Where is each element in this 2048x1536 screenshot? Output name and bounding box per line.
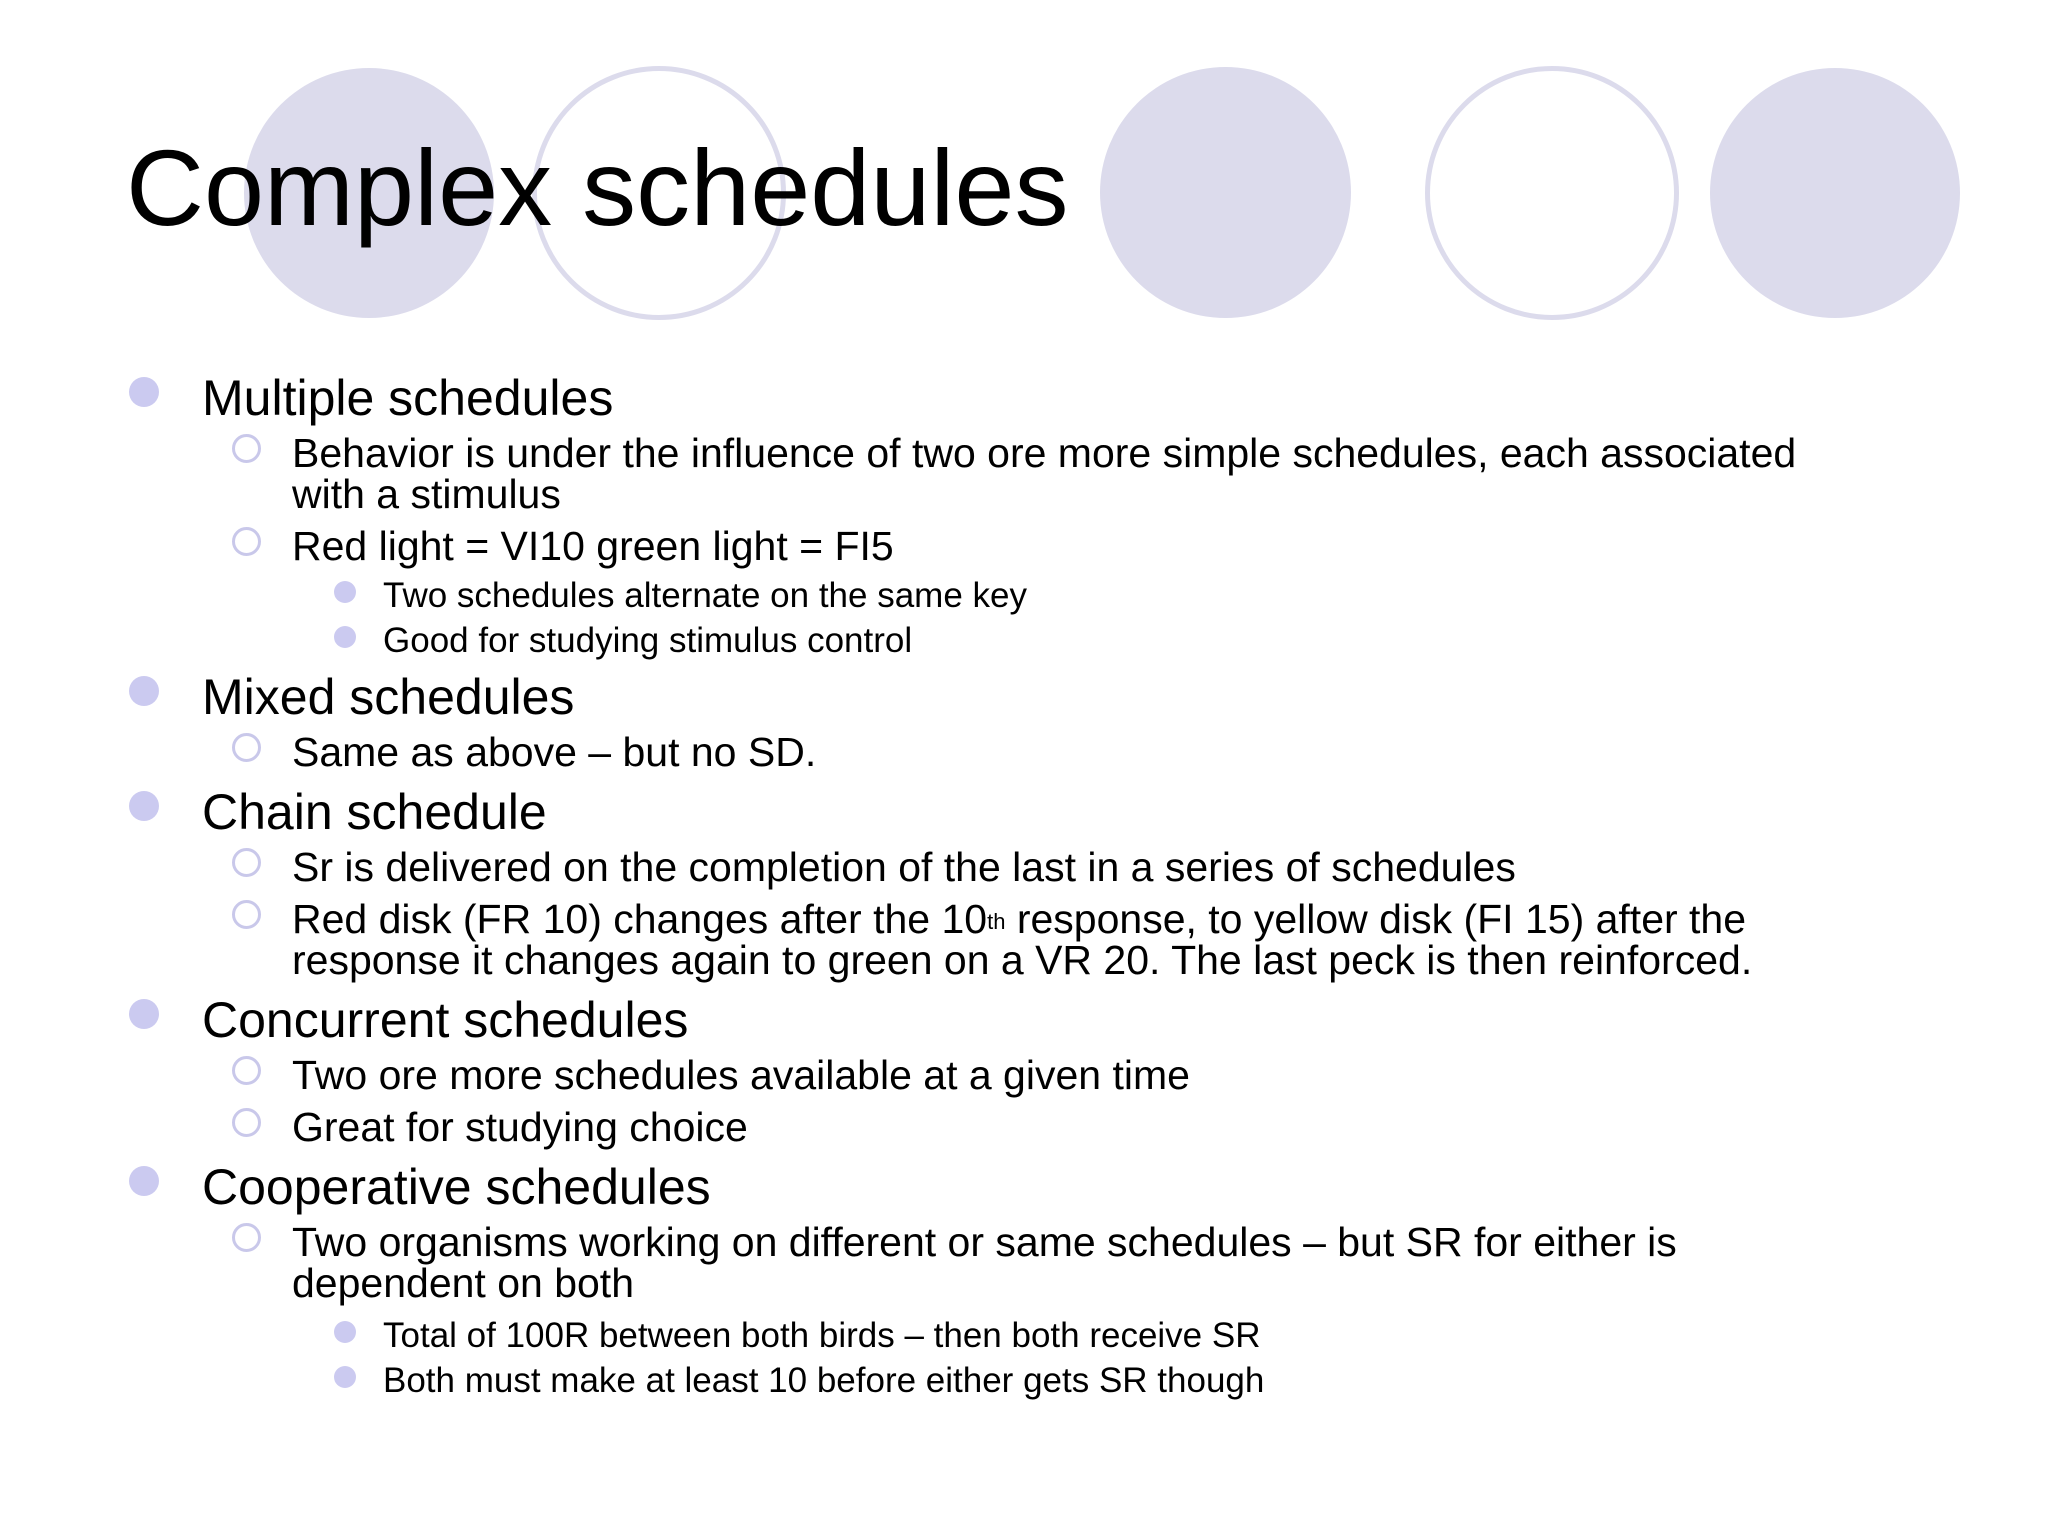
sub-sub-bullet-item: Two schedules alternate on the same key [383, 576, 1027, 615]
sub-bullet-item: Sr is delivered on the completion of the last in a series of schedules [292, 844, 1516, 890]
bullet-item: Cooperative schedules [202, 1159, 711, 1215]
bullet-ring-icon [232, 527, 261, 556]
bullet-dot-icon [334, 1366, 356, 1388]
text-segment: Red disk (FR 10) changes after the 10 [292, 896, 988, 942]
sub-sub-bullet-item: Both must make at least 10 before either gets SR though [383, 1361, 1265, 1400]
bullet-dot-icon [334, 626, 356, 648]
bullet-ring-icon [232, 848, 261, 877]
bullet-item: Concurrent schedules [202, 992, 689, 1048]
bullet-item: Multiple schedules [202, 370, 614, 426]
sub-bullet-item-continuation: response it changes again to green on a VR 20. The last peck is then reinforced. [292, 937, 1753, 983]
sub-sub-bullet-item: Total of 100R between both birds – then both receive SR [383, 1316, 1261, 1355]
bullet-dot-icon [334, 1321, 356, 1343]
bullet-dot-icon [129, 999, 159, 1029]
bullet-ring-icon [232, 1223, 261, 1252]
bullet-ring-icon [232, 900, 261, 929]
bullet-dot-icon [129, 1166, 159, 1196]
sub-bullet-item: Red light = VI10 green light = FI5 [292, 523, 894, 569]
bullet-dot-icon [129, 676, 159, 706]
sub-bullet-item [292, 896, 1747, 942]
bullet-dot-icon [129, 377, 159, 407]
sub-bullet-item: Two ore more schedules available at a given time [292, 1052, 1190, 1098]
bullet-item: Mixed schedules [202, 669, 575, 725]
sub-bullet-item: Two organisms working on different or same schedules – but SR for either is [292, 1219, 1677, 1265]
bullet-ring-icon [232, 1056, 261, 1085]
bullet-dot-icon [334, 581, 356, 603]
bullet-ring-icon [232, 434, 261, 463]
bullet-ring-icon [232, 733, 261, 762]
superscript: th [987, 909, 1006, 934]
sub-sub-bullet-item: Good for studying stimulus control [383, 621, 913, 660]
sub-bullet-item: Same as above – but no SD. [292, 729, 817, 775]
bullet-ring-icon [232, 1108, 261, 1137]
bullet-item: Chain schedule [202, 784, 547, 840]
bullet-dot-icon [129, 791, 159, 821]
sub-bullet-item-continuation: dependent on both [292, 1260, 634, 1306]
slide-title: Complex schedules [126, 127, 1069, 248]
sub-bullet-item: Behavior is under the influence of two ore more simple schedules, each associated [292, 430, 1797, 476]
sub-bullet-item-continuation: with a stimulus [292, 471, 561, 517]
text-segment: response, to yellow disk (FI 15) after the [1005, 896, 1747, 942]
sub-bullet-item: Great for studying choice [292, 1104, 748, 1150]
